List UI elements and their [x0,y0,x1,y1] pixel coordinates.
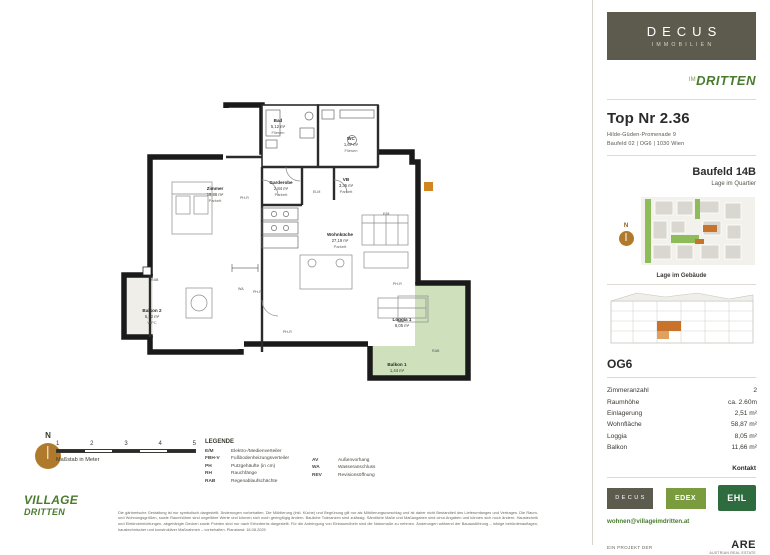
room-label [142,308,161,325]
room-name: Wohnküche [327,232,353,237]
room-finish: Parkett [333,243,347,249]
compass-label: N [623,223,629,229]
kontakt-title: Kontakt [607,465,756,478]
legend-key: E/M [205,449,214,454]
room-label [269,180,292,197]
marker-rev: RAB [432,349,440,353]
room-label [344,136,358,153]
building-diagram-graphic [607,291,757,349]
scale-ticks [56,441,196,449]
legend-row [312,464,462,471]
scale-bar-graphic [56,449,196,453]
address-line-1: Hilde-Güden-Promenade 9 [607,132,677,138]
compass-icon [619,231,634,246]
legend-key: RAB [205,478,216,484]
sidebar [592,0,770,555]
spec-value: 58,87 m² [730,421,757,429]
room-finish: WPC [147,319,157,325]
room-name: Balkon 2 [142,308,162,313]
quartier-compass [613,223,639,246]
divider [607,99,756,100]
page-title: Top Nr 2.36 [607,110,690,127]
village-banner-text: DRITTEN [696,72,756,88]
room-name: VB [342,177,350,182]
spec-value: 2,51 m² [734,409,757,417]
room-name: WC [347,136,355,141]
spec-row [607,431,757,442]
marker-phr: PH-R [240,196,249,200]
legend-value: Rauchfänge [231,471,257,477]
legend-key: FBH-V [205,456,220,462]
brand-logo [607,12,756,60]
marker-em: E/M [383,212,390,216]
marker-wa: WA [238,287,244,291]
scale-tick: 4 [158,441,162,447]
spec-row [607,419,757,430]
are-subtitle: AUSTRIAN REAL ESTATE [709,551,756,555]
village-banner [607,69,756,91]
baufeld-subtitle: Lage im Quartier [711,181,756,187]
spec-key: Wohnfläche [607,421,642,429]
scale-tick: 3 [124,441,128,447]
brand-name: DECUS [646,24,723,39]
are-logo [710,539,756,555]
partner-logos [607,485,756,511]
legend-key: WA [312,465,320,471]
room-label [327,232,353,249]
room-name: Garderobe [269,180,293,185]
project-owner-label: EIN PROJEKT DER [607,544,653,550]
room-finish: Fliesen [271,129,285,135]
room-finish: Parkett [274,191,288,197]
room-name: Zimmer [206,186,224,191]
legend-value: Wasseranschluss [338,465,376,471]
plan-footer [0,425,592,545]
marker-phr-3: PH-R [283,330,292,334]
legend-key: RH [205,471,212,477]
room-area: 1,67 m² [343,142,359,148]
legend-value: Außenvorhang [338,458,370,463]
scale-tick: 5 [192,441,196,447]
room-label [339,177,353,194]
legend-title: LEGENDE [205,439,235,445]
spec-row [607,396,757,407]
room-label [393,317,412,329]
marker-phr-2: PH-R [253,290,262,294]
village-banner-small: IM [688,77,697,83]
room-area: 3,35 m² [338,183,354,189]
legend-value: Elektro-/Medienverteiler [231,449,282,454]
spec-row [607,385,757,396]
room-finish: Parkett [208,197,222,203]
village-line2: DRITTEN [24,507,66,517]
room-finish: Fliesen [344,147,358,153]
marker-rab: RAB [151,278,159,282]
spec-row [607,442,757,453]
scale-tick: 1 [56,441,60,447]
spec-key: Balkon [607,444,628,452]
spec-key: Einlagerung [607,409,643,417]
room-label [387,362,406,374]
section-lage-gebaeude: Lage im Gebäude [607,273,756,285]
room-area: 15,86 m² [206,192,224,198]
legend-key: AV [312,458,319,463]
room-area: 5,12 m² [270,124,286,130]
room-name: Balkon 1 [387,362,407,367]
village-line1: VILLAGE [24,493,79,507]
brand-subtitle: IMMOBILIEN [651,42,715,48]
logo-decus[interactable]: DECUS [607,488,653,509]
legend-row [312,472,462,479]
room-area: 5,22 m² [144,314,160,320]
contact-email[interactable]: wohnen@villageimdritten.at [607,518,690,526]
room-area: 27,19 m² [331,238,349,244]
room-area: 2,84 m² [273,186,289,192]
room-label [271,118,285,135]
room-area: 8,05 m² [394,323,410,329]
project-owner [607,539,756,555]
spec-row [607,408,757,419]
room-area: 1,44 m² [389,368,405,374]
legend-row [312,457,462,464]
marker-elm: ELM [313,190,321,194]
logo-edex[interactable]: EDEX [666,488,706,509]
spec-value: 11,66 m² [731,444,757,452]
disclaimer-text: Die gärtnerische Gestaltung ist nur symbolisch dargestellt. Änderungen vorbehalten. Die Möblierung (inkl. Küche) und Begrünung gilt nur als Möblierungsvorschlag und ist daher nicht Bestandteil des Lieferumfanges und Vertrages. Die Raum- und Wohnungsgrößen, sowie Raumhöhen sind ungefähre Werte und können sich noch geringfügig ändern. Bauliche Toleranzen sind zulässig. Sämtliche Maße und Maßangaben sind circa Angaben und können sich noch ändern. Haustechnik und Elektroeinrichtungen, abgehängte Decken sowie Pointen sind nur nach Erfordernis dargestellt. Für die Anbringung von Einbaumöbeln sind die Naturmaße zu nehmen. Änderungen während der Bauausführung – infolge behördenauflagen, haustechnischer und konstruktiver Maßnahmen – vorbehalten. Planstand: 18.08.2025 [118,509,538,533]
legend-key: REV [312,472,322,478]
room-name: Loggia 1 [392,317,412,322]
marker-phr-4: PH-R [393,282,402,286]
spec-value: 2 [753,387,757,395]
floor-title: OG6 [607,357,756,378]
baufeld-title: Baufeld 14B [692,166,756,178]
legend-value: Fußbodenheizungsverteiler [231,456,290,462]
divider [607,155,756,156]
legend-key: PH [205,463,212,469]
scale-bar [56,441,196,463]
scale-tick: 2 [90,441,94,447]
building-diagram [607,291,756,349]
legend-value: Putzgehäufte (in cm) [231,463,276,469]
spec-value: 8,05 m² [734,432,757,440]
quartier-map [607,195,756,267]
village-logo-bottom [24,493,78,517]
spec-key: Zimmeranzahl [607,387,649,395]
spec-key: Loggia [607,432,627,440]
room-name: Bad [273,118,283,123]
address-line-2: Baufeld 02 | OG6 | 1030 Wien [607,141,685,147]
north-label: N [45,431,51,440]
specs-table [607,385,757,453]
are-name: ARE [731,539,756,552]
logo-ehl[interactable]: EHL [718,485,756,511]
legend-value: Regenablaufschächte [231,478,278,484]
scale-caption: Maßstab in Meter [56,457,100,463]
legend-value: Revisionsöffnung [338,472,375,478]
spec-key: Raumhöhe [607,398,640,406]
spec-value: ca. 2.60m [728,398,757,406]
room-finish: Parkett [339,188,353,194]
room-label [207,186,224,203]
legend-column-2 [312,439,462,479]
